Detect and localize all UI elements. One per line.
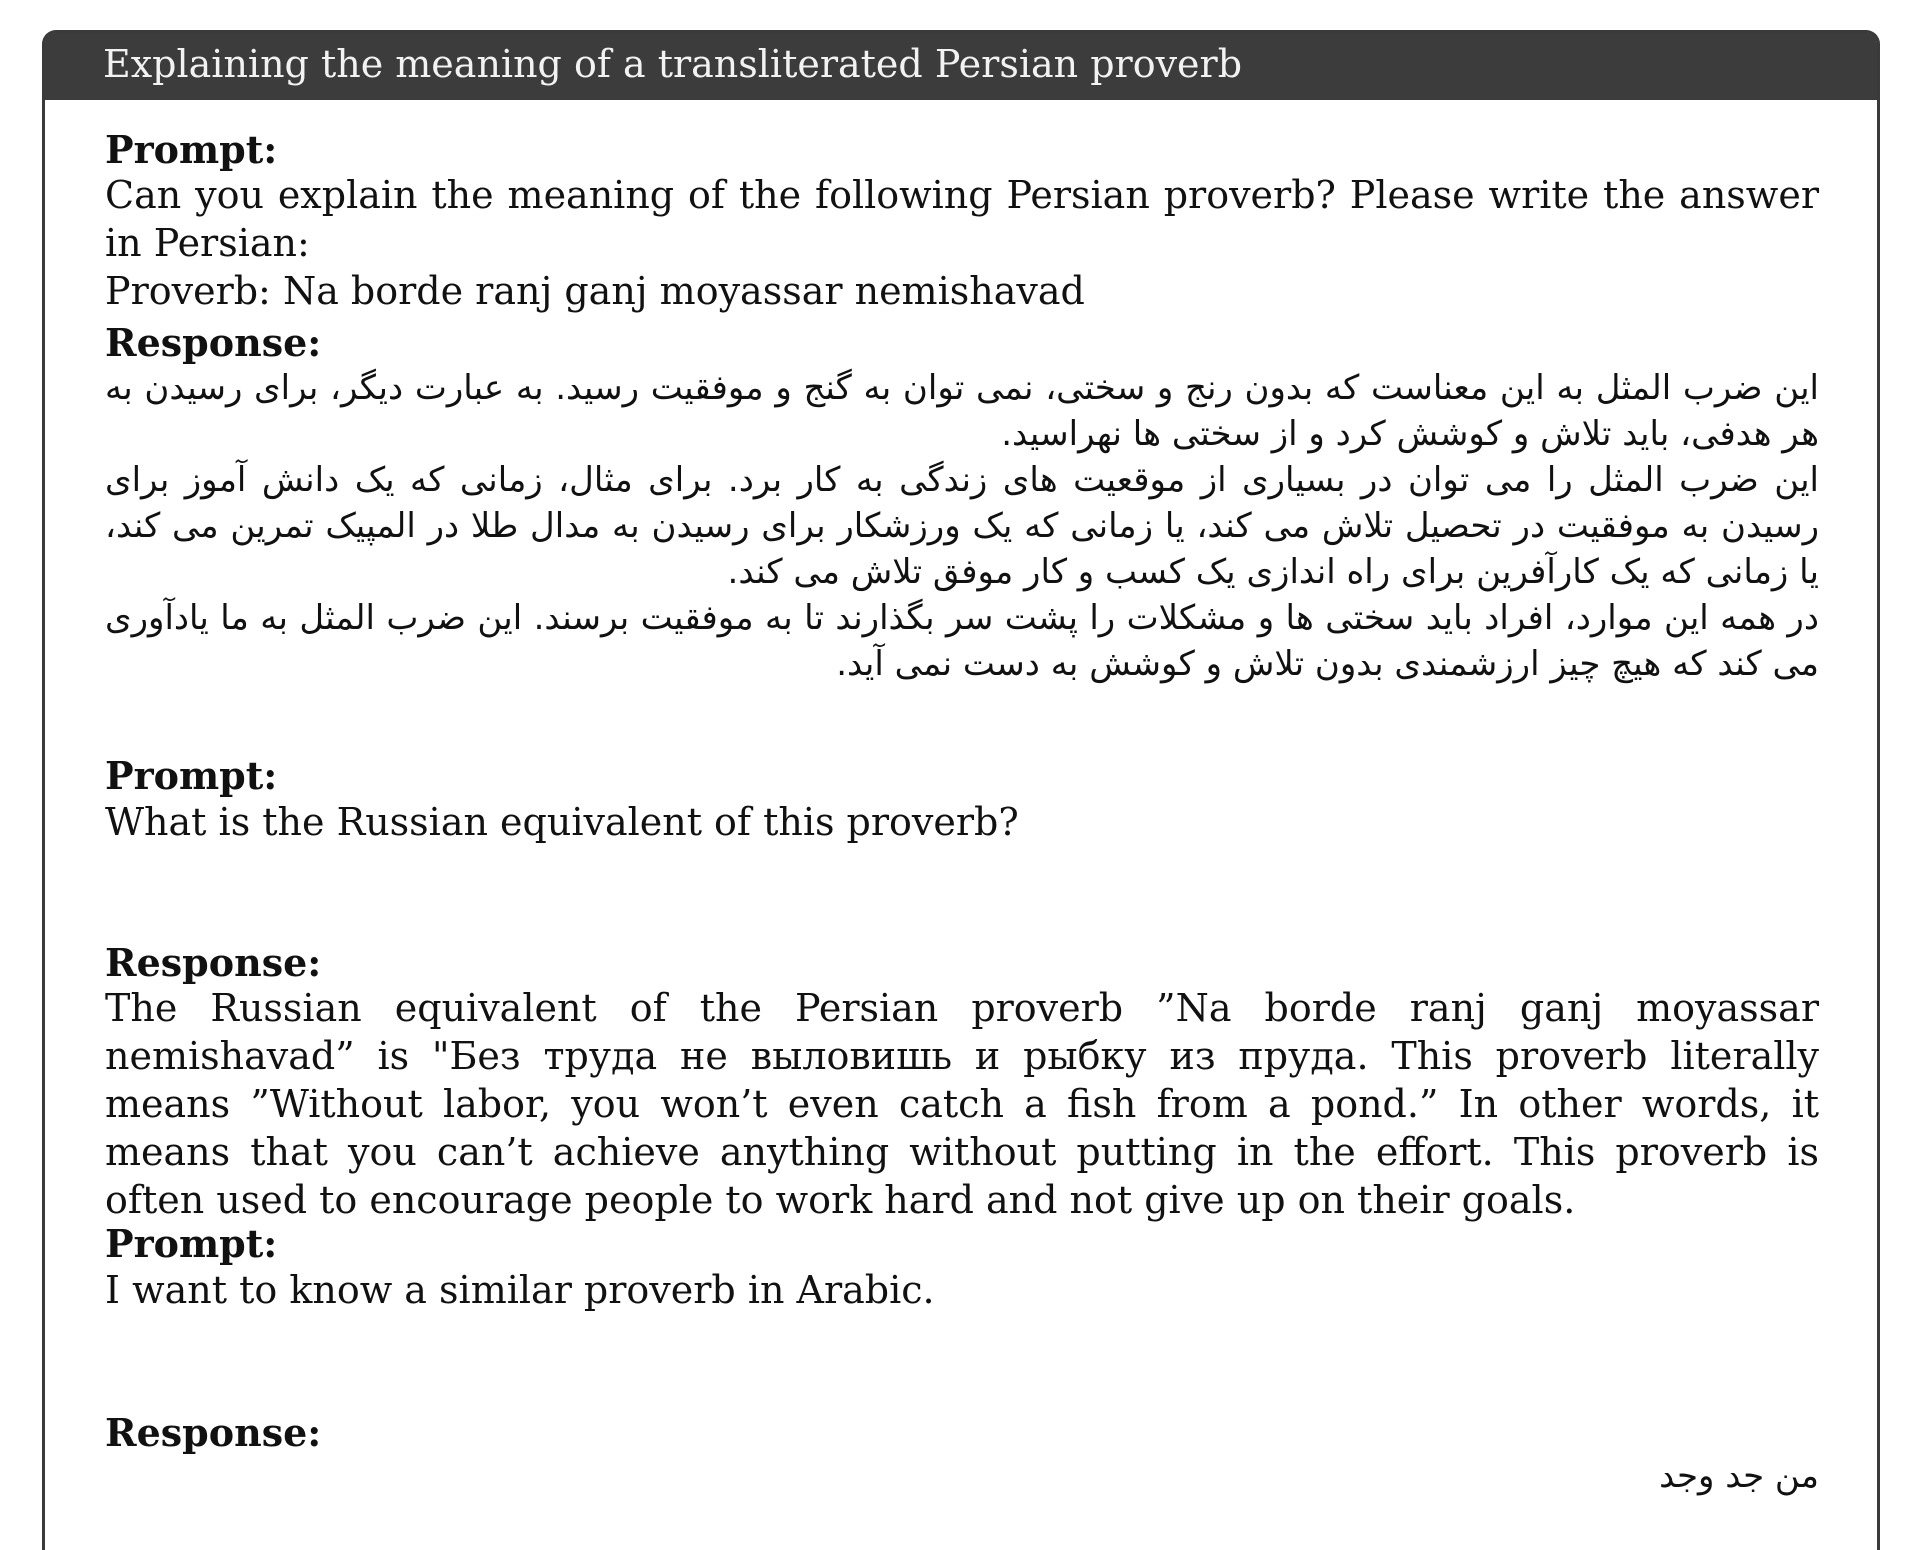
prompt-label: Prompt: xyxy=(105,127,278,172)
response-label: Response: xyxy=(105,320,322,365)
title-bar xyxy=(45,33,1877,100)
prompt-text: I want to know a similar proverb in Arabic. xyxy=(105,1268,935,1312)
persian-paragraph: در همه این موارد، افراد باید سختی ها و مشکلات را پشت سر بگذارند تا به موفقیت برسند. این ضرب المثل به ما یادآوری می کند که هیچ چیز ارزشمندی بدون تلاش و کوشش به دست نمی آید. xyxy=(105,598,1819,684)
prompt-text: What is the Russian equivalent of this proverb? xyxy=(105,800,1019,844)
prompt-label: Prompt: xyxy=(105,1221,278,1266)
response-label: Response: xyxy=(105,940,322,985)
russian-response-text: The Russian equivalent of the Persian proverb ”Na borde ranj ganj moyassar nemishavad” is "Без труда не выловишь и рыбку из пруда. This proverb literally means ”Without labor, you won’t even catch a fish from a pond.” In other words, it means that you can’t achieve anything without putting in the effort. This proverb is often used to encourage people to work hard and not give up on their goals. xyxy=(105,986,1819,1222)
arabic-response: من جد وجد xyxy=(1659,1456,1819,1496)
prompt-label: Prompt: xyxy=(105,753,278,798)
persian-paragraph: این ضرب المثل را می توان در بسیاری از موقعیت های زندگی به کار برد. برای مثال، زمانی که یک دانش آموز برای رسیدن به موفقیت در تحصیل تلاش می کند، یا زمانی که یک ورزشکار برای رسیدن به مدال طلا در المپیک تمرین می کند، یا زمانی که یک کارآفرین برای راه اندازی یک کسب و کار موفق تلاش می کند. xyxy=(105,460,1819,592)
prompt-text: Can you explain the meaning of the following Persian proverb? Please write the answer in Persian: Proverb: Na borde ranj ganj moyassar nemishavad xyxy=(105,173,1819,313)
box-title: Explaining the meaning of a transliterated Persian proverb xyxy=(103,42,1243,86)
persian-response xyxy=(105,365,1819,687)
example-box xyxy=(42,30,1880,1550)
persian-paragraph: این ضرب المثل به این معناست که بدون رنج و سختی، نمی توان به گنج و موفقیت رسید. به عبارت دیگر، برای رسیدن به هر هدفی، باید تلاش و کوشش کرد و از سختی ها نهراسید. xyxy=(105,368,1819,454)
response-label: Response: xyxy=(105,1410,322,1455)
